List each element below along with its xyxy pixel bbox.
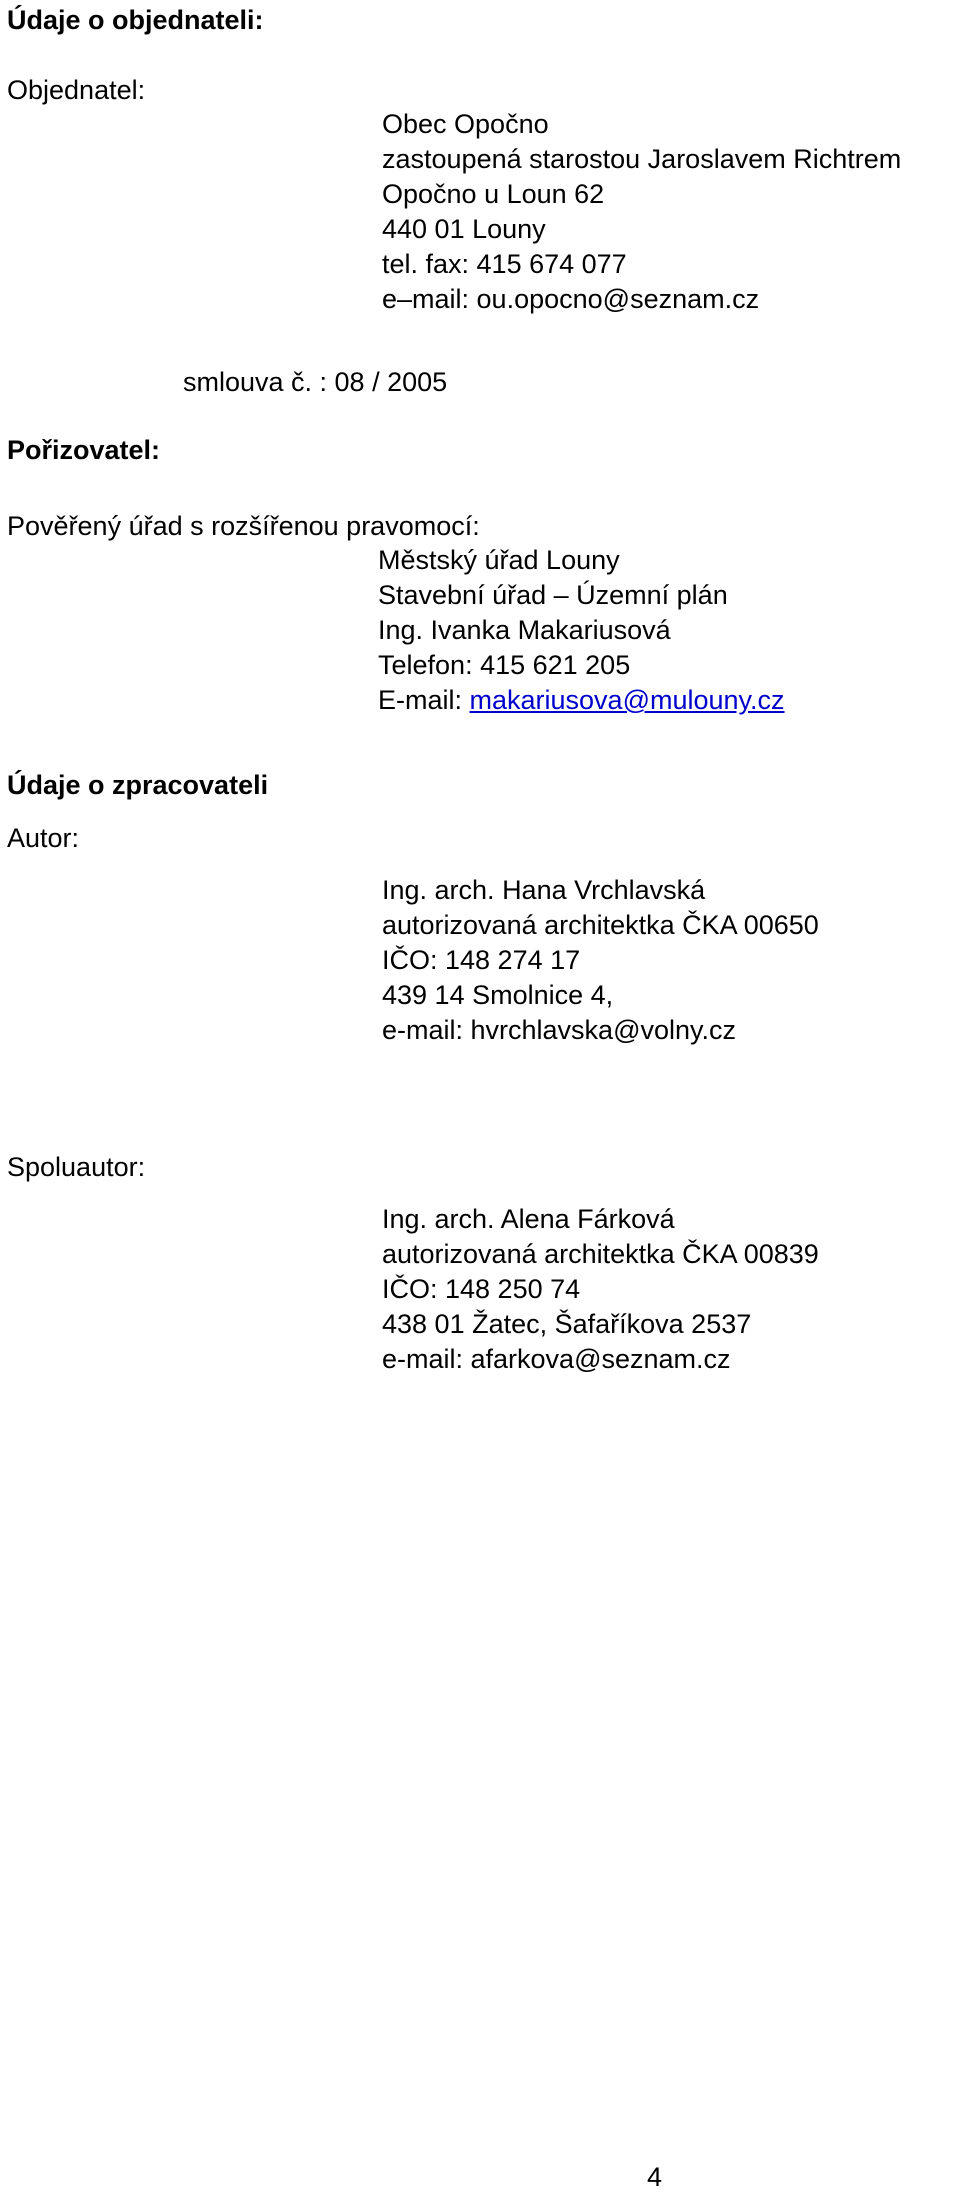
porizovatel-email-row — [378, 683, 785, 718]
email-link[interactable]: makariusova@mulouny.cz — [469, 685, 785, 715]
porizovatel-line: Telefon: 415 621 205 — [378, 650, 631, 680]
spoluautor-block — [382, 1202, 819, 1377]
autor-line: 439 14 Smolnice 4, — [382, 980, 614, 1010]
objednatel-address-block — [382, 107, 901, 317]
zpracovatel-heading: Údaje o zpracovateli — [7, 770, 269, 800]
porizovatel-line: Ing. Ivanka Makariusová — [378, 615, 671, 645]
spoluautor-line: Ing. arch. Alena Fárková — [382, 1204, 675, 1234]
spoluautor-label: Spoluautor: — [7, 1152, 146, 1182]
autor-line: e-mail: hvrchlavska@volny.cz — [382, 1015, 737, 1045]
spoluautor-line: e-mail: afarkova@seznam.cz — [382, 1344, 731, 1374]
porizovatel-heading: Pořizovatel: — [7, 435, 161, 465]
objednatel-line: Obec Opočno — [382, 109, 549, 139]
spoluautor-line: IČO: 148 250 74 — [382, 1274, 581, 1304]
objednatel-line: tel. fax: 415 674 077 — [382, 249, 627, 279]
autor-label: Autor: — [7, 823, 80, 853]
objednatel-heading: Údaje o objednateli: — [7, 5, 264, 35]
autor-line: autorizovaná architektka ČKA 00650 — [382, 910, 819, 940]
porizovatel-line: Stavební úřad – Územní plán — [378, 580, 728, 610]
spoluautor-line: autorizovaná architektka ČKA 00839 — [382, 1239, 819, 1269]
porizovatel-address-block — [378, 543, 785, 718]
objednatel-line: Opočno u Loun 62 — [382, 179, 605, 209]
autor-line: Ing. arch. Hana Vrchlavská — [382, 875, 706, 905]
autor-block — [382, 873, 819, 1048]
email-label: E-mail: — [378, 685, 470, 715]
autor-line: IČO: 148 274 17 — [382, 945, 581, 975]
porizovatel-line: Městský úřad Louny — [378, 545, 620, 575]
contract-number: smlouva č. : 08 / 2005 — [183, 367, 448, 397]
objednatel-line: e–mail: ou.opocno@seznam.cz — [382, 284, 760, 314]
objednatel-line: zastoupená starostou Jaroslavem Richtrem — [382, 144, 902, 174]
objednatel-line: 440 01 Louny — [382, 214, 546, 244]
page-number: 4 — [647, 2162, 663, 2192]
objednatel-label: Objednatel: — [7, 75, 146, 105]
porizovatel-label: Pověřený úřad s rozšířenou pravomocí: — [7, 511, 480, 541]
spoluautor-line: 438 01 Žatec, Šafaříkova 2537 — [382, 1309, 752, 1339]
